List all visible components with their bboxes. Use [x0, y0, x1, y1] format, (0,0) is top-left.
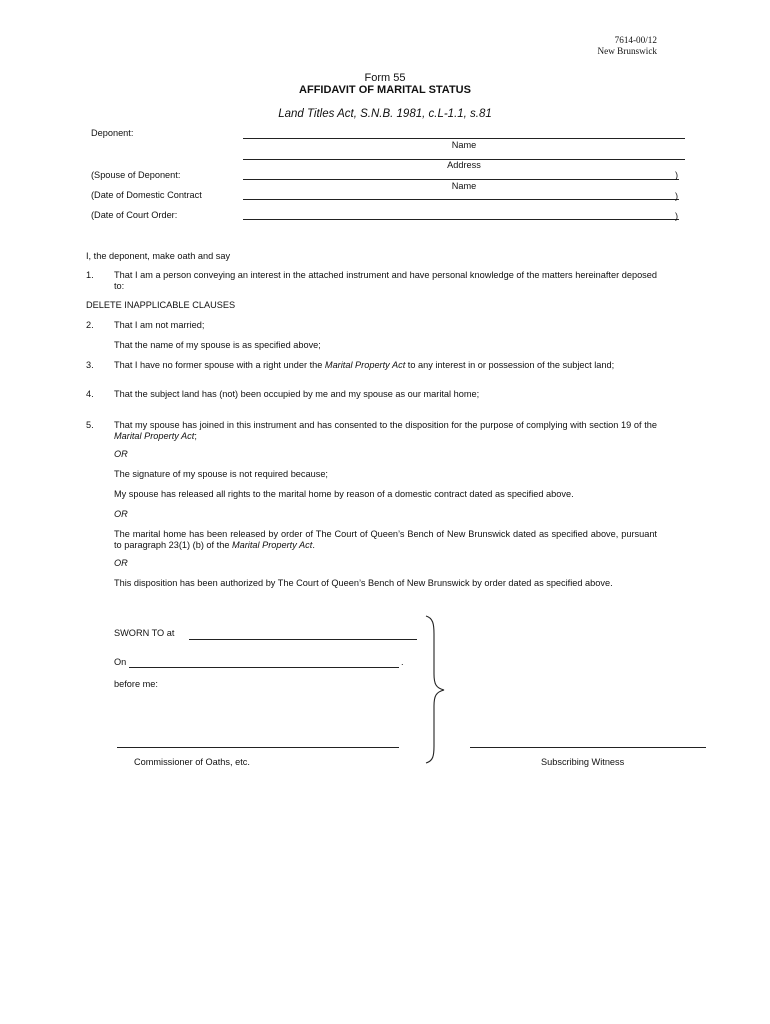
clause-3-text: That I have no former spouse with a right under the Marital Property Act to any interest in or possession of the subject land; — [114, 360, 615, 370]
close-paren: ) — [675, 191, 679, 201]
curly-brace — [420, 612, 450, 767]
commissioner-signature-line[interactable] — [117, 747, 399, 748]
authorized-text: This disposition has been authorized by The Court of Queen’s Bench of New Brunswick by order dated as specified above. — [114, 578, 613, 588]
or-separator: OR — [114, 558, 128, 568]
intro-text: I, the deponent, make oath and say — [86, 251, 231, 261]
signature-not-required-text: The signature of my spouse is not required because; — [114, 469, 328, 479]
close-paren: ) — [675, 170, 679, 180]
spouse-name-caption: Name — [451, 181, 477, 191]
form-code: 7614-00/12 — [614, 35, 657, 45]
released-order-text: The marital home has been released by order of The Court of Queen’s Bench of New Brunswick dated as specified above, pursuant to paragraph 23(1) (b) of the Marital Property Act. — [114, 529, 657, 550]
court-order-label: (Date of Court Order: — [91, 210, 178, 220]
jurisdiction: New Brunswick — [597, 46, 657, 56]
deponent-label: Deponent: — [91, 128, 134, 138]
clause-2-text: That I am not married; — [114, 320, 205, 330]
name-caption: Name — [451, 140, 477, 150]
statute-reference: Land Titles Act, S.N.B. 1981, c.L-1.1, s.81 — [278, 108, 492, 120]
form-header-code — [540, 35, 657, 57]
clause-number: 2. — [86, 320, 94, 330]
on-period: . — [401, 657, 404, 667]
clause-number: 3. — [86, 360, 94, 370]
commissioner-label: Commissioner of Oaths, etc. — [134, 757, 250, 767]
court-order-date-line[interactable] — [243, 219, 679, 220]
clause-number: 1. — [86, 270, 94, 280]
delete-note: DELETE INAPPLICABLE CLAUSES — [86, 300, 236, 310]
deponent-name-line[interactable] — [243, 138, 685, 139]
spouse-name-line[interactable] — [243, 179, 679, 180]
page-title: AFFIDAVIT OF MARITAL STATUS — [299, 84, 471, 96]
clause-1-text: That I am a person conveying an interest in the attached instrument and have personal knowledge of the matters hereinafter deposed to: — [114, 270, 657, 291]
on-label: On — [114, 657, 127, 667]
released-rights-text: My spouse has released all rights to the marital home by reason of a domestic contract dated as specified above. — [114, 489, 574, 499]
domestic-contract-date-line[interactable] — [243, 199, 679, 200]
spouse-label: (Spouse of Deponent: — [91, 170, 181, 180]
witness-label: Subscribing Witness — [541, 757, 625, 767]
address-caption: Address — [447, 160, 481, 170]
before-me-label: before me: — [114, 679, 158, 689]
or-separator: OR — [114, 449, 128, 459]
sworn-to-label: SWORN TO at — [114, 628, 175, 638]
clause-5-text: That my spouse has joined in this instrument and has consented to the disposition for the purpose of complying with section 19 of the Marital Property Act; — [114, 420, 657, 441]
clause-number: 4. — [86, 389, 94, 399]
or-separator: OR — [114, 509, 128, 519]
sworn-date-line[interactable] — [129, 667, 399, 668]
domestic-contract-label: (Date of Domestic Contract — [91, 190, 202, 200]
clause-number: 5. — [86, 420, 94, 430]
sworn-location-line[interactable] — [189, 639, 417, 640]
form-number: Form 55 — [364, 72, 406, 84]
clause-2-alt-text: That the name of my spouse is as specified above; — [114, 340, 321, 350]
clause-4-text: That the subject land has (not) been occupied by me and my spouse as our marital home; — [114, 389, 480, 399]
witness-signature-line[interactable] — [470, 747, 706, 748]
close-paren: ) — [675, 211, 679, 221]
